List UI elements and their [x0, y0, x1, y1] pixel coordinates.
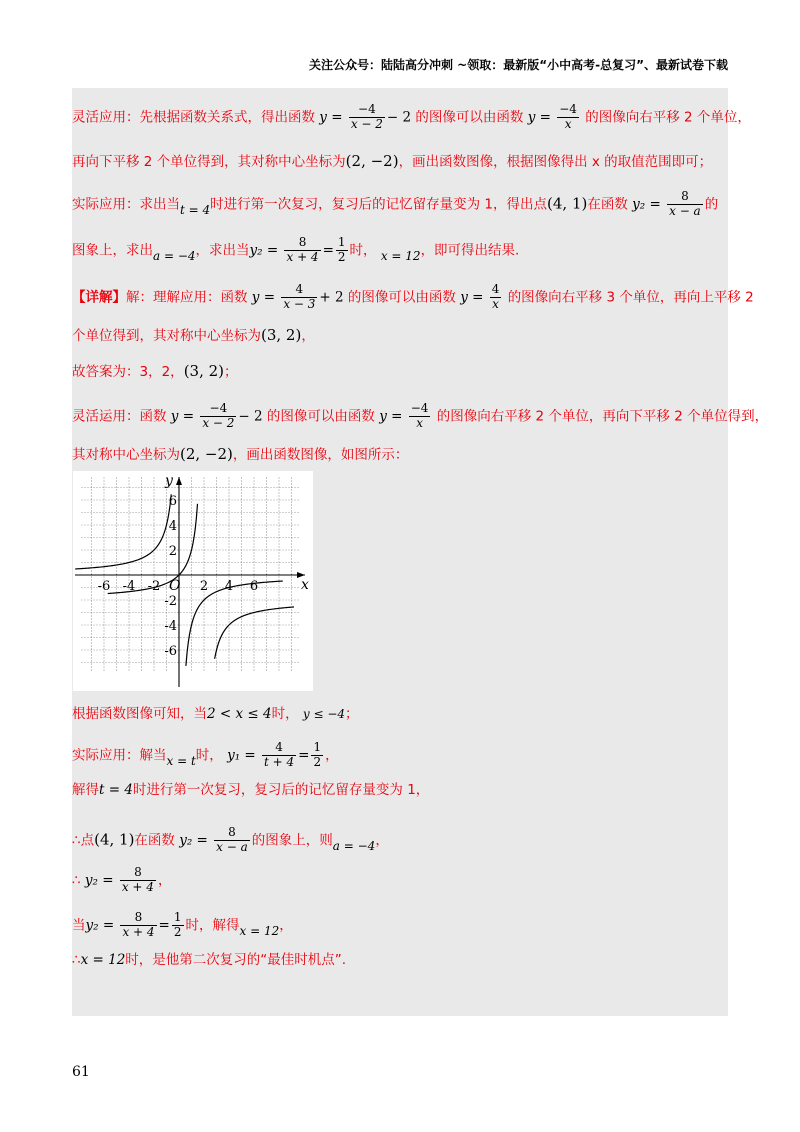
- line-3: [72, 190, 732, 219]
- math: + 2: [319, 289, 344, 306]
- line-2: [72, 150, 732, 173]
- math: =: [158, 917, 170, 934]
- denominator: x − 2: [202, 415, 235, 430]
- numerator: 8: [214, 826, 250, 841]
- denominator: x − 3: [283, 296, 316, 311]
- text: 的图象上，则: [251, 832, 333, 849]
- text: 根据函数图像可知，当: [72, 706, 207, 722]
- text: ，: [157, 872, 172, 889]
- text: ，画出函数图像，如图所示：: [232, 447, 409, 463]
- text: 再向下平移 2 个单位得到，其对称中心坐标为: [72, 154, 346, 170]
- text: 时，: [271, 706, 299, 722]
- denominator: x − a: [669, 203, 701, 218]
- math: (2, −2): [345, 152, 399, 170]
- math: y₂ =: [249, 242, 279, 259]
- math: (4, 1): [94, 830, 135, 849]
- fraction: [120, 911, 156, 940]
- x-tick-label: 6: [249, 579, 259, 594]
- page-number: 61: [72, 1064, 90, 1080]
- line-7: [72, 360, 732, 383]
- text: 实际应用：求出当: [72, 196, 180, 213]
- text: 实际应用：解当: [72, 747, 167, 764]
- math: y ≤ −4: [302, 707, 346, 721]
- text: ；: [345, 706, 359, 722]
- fraction: [490, 283, 502, 312]
- line-11: [72, 741, 732, 770]
- fraction: [311, 741, 323, 770]
- text: 解：理解应用：函数: [126, 289, 248, 306]
- x-tick-label: 4: [224, 579, 234, 594]
- numerator: 4: [281, 283, 317, 298]
- fraction: [214, 826, 250, 855]
- denominator: x − a: [216, 839, 248, 854]
- fraction: [667, 190, 703, 219]
- math: t = 4: [99, 782, 133, 798]
- math: a = −4: [153, 249, 196, 264]
- line-5: [72, 282, 754, 312]
- fraction: [262, 741, 296, 770]
- line-12: [72, 779, 732, 801]
- text: 灵活运用：函数: [72, 408, 167, 425]
- text: 故答案为：3，2，: [72, 364, 184, 380]
- text: 的图像向右平移 2 个单位，再向下平移 2 个单位得到，: [436, 408, 769, 425]
- math: y₂ =: [85, 917, 115, 934]
- curve-shifted-right-branch: [215, 607, 294, 659]
- text: 在函数: [587, 196, 628, 213]
- y-axis-label: y: [165, 473, 173, 489]
- text: 的图像向右平移 2 个单位，: [585, 109, 751, 126]
- math: (3, 2): [183, 362, 225, 380]
- math: =: [298, 747, 310, 764]
- fraction: [172, 911, 184, 940]
- math: y =: [460, 289, 484, 306]
- math: − 2: [386, 109, 412, 126]
- math: 2 < x ≤ 4: [207, 706, 272, 722]
- curve-reference-left-branch: [75, 494, 171, 569]
- fraction: [336, 236, 348, 265]
- math: =: [322, 242, 334, 259]
- math: x = 12: [80, 952, 126, 968]
- x-axis-label: x: [301, 577, 309, 593]
- math: (3, 2): [261, 326, 302, 344]
- text: 时，解得: [185, 917, 240, 934]
- denominator: t + 4: [264, 754, 295, 769]
- text: 的图像可以由函数: [415, 109, 524, 126]
- numerator: 4: [262, 741, 296, 756]
- page-header: 关注公众号：陆陆高分冲刺 ~领取：最新版“小中高考-总复习”、最新试卷下载: [309, 58, 728, 72]
- denominator: 2: [337, 249, 346, 264]
- text: 的图像向右平移 3 个单位，再向上平移 2: [507, 289, 754, 306]
- detail-tag: 【详解】: [72, 289, 126, 306]
- math: (2, −2): [180, 445, 233, 463]
- y-tick-label: 2: [168, 544, 177, 559]
- text: 解得: [72, 782, 99, 798]
- x-tick-label: -2: [147, 579, 161, 594]
- text: ，: [301, 328, 315, 344]
- numerator: 1: [173, 910, 182, 924]
- x-tick-label: 2: [199, 579, 209, 594]
- text: 的图像可以由函数: [347, 289, 456, 306]
- line-8: [72, 401, 769, 431]
- numerator: 1: [313, 740, 322, 754]
- fraction: [200, 402, 236, 431]
- numerator: 8: [120, 911, 156, 926]
- math: y₂ =: [632, 196, 661, 213]
- y-tick-label: 4: [168, 519, 177, 534]
- text: 当: [72, 917, 86, 934]
- text: 时，是他第二次复习的“最佳时机点”.: [125, 952, 347, 968]
- origin-label: O: [169, 578, 181, 594]
- numerator: 8: [667, 190, 703, 205]
- denominator: x + 4: [122, 924, 155, 939]
- fraction: [284, 236, 320, 265]
- text: ，画出函数图像，根据图像得出 x 的取值范围即可；: [398, 154, 713, 170]
- math: y =: [170, 408, 195, 425]
- denominator: x: [492, 296, 499, 311]
- text: ，: [375, 832, 389, 849]
- math: (4, 1): [547, 194, 588, 213]
- text: 的: [704, 196, 719, 213]
- math: x = 12: [380, 249, 421, 264]
- fraction: [349, 103, 385, 132]
- math: y₁ =: [227, 747, 256, 764]
- denominator: x: [416, 415, 423, 430]
- line-9: [72, 443, 732, 466]
- line-13: [72, 826, 732, 855]
- x-tick-label: -6: [97, 579, 111, 594]
- numerator: 8: [120, 866, 156, 881]
- math: y =: [251, 289, 276, 306]
- text: ∴点: [72, 832, 95, 849]
- text: 时，: [195, 747, 223, 764]
- text: 在函数: [134, 832, 175, 849]
- line-15: [72, 911, 732, 940]
- fraction: [409, 402, 431, 431]
- math: − 2: [238, 408, 263, 425]
- text: ，: [325, 747, 339, 764]
- text: 的图像可以由函数: [266, 408, 375, 425]
- y-tick-label: 6: [168, 494, 177, 509]
- denominator: x + 4: [286, 249, 319, 264]
- math: x = 12: [239, 924, 280, 939]
- line-14: [72, 866, 732, 895]
- numerator: −4: [559, 102, 577, 116]
- text: ，即可得出结果.: [420, 242, 520, 259]
- denominator: x + 4: [121, 879, 154, 894]
- text: ，: [279, 917, 293, 934]
- text: 图象上，求出: [72, 242, 153, 259]
- text: 时进行第一次复习，复习后的记忆留存量变为 1，得出点: [210, 196, 548, 213]
- line-6: [72, 324, 732, 347]
- math: t = 4: [180, 203, 211, 218]
- math: y₂ =: [84, 872, 114, 889]
- math: x = t: [166, 754, 196, 769]
- denominator: x: [564, 116, 572, 131]
- math: y₂ =: [179, 832, 208, 849]
- line-10: [72, 703, 732, 725]
- math: y =: [319, 109, 343, 126]
- y-tick-label: -4: [164, 619, 177, 634]
- fraction: [557, 103, 579, 132]
- line-4: [72, 236, 732, 265]
- numerator: −4: [200, 402, 236, 417]
- math: y =: [379, 408, 403, 425]
- text: 时，: [349, 242, 377, 259]
- y-axis-arrow: [176, 477, 182, 485]
- text: 个单位得到，其对称中心坐标为: [72, 328, 261, 344]
- fraction: [120, 866, 156, 895]
- math: a = −4: [332, 839, 376, 854]
- denominator: 2: [313, 754, 322, 769]
- line-16: [72, 949, 732, 971]
- text: ∴: [72, 872, 81, 889]
- x-tick-label: -4: [122, 579, 136, 594]
- y-tick-label: -6: [164, 644, 177, 659]
- numerator: 1: [337, 235, 346, 249]
- math: y =: [527, 109, 551, 126]
- fraction: [281, 283, 317, 312]
- denominator: 2: [173, 924, 182, 939]
- numerator: 4: [491, 282, 500, 296]
- text: ，求出当: [195, 242, 250, 259]
- graph-svg: [73, 471, 313, 691]
- text: ；: [224, 364, 238, 380]
- text: 时进行第一次复习，复习后的记忆留存量变为 1，: [132, 782, 430, 798]
- text: 其对称中心坐标为: [72, 447, 180, 463]
- denominator: x − 2: [350, 116, 383, 131]
- text: 灵活应用：先根据函数关系式，得出函数: [72, 109, 315, 126]
- text: ∴: [72, 952, 81, 968]
- function-graph: [73, 471, 313, 691]
- numerator: −4: [349, 103, 385, 118]
- numerator: −4: [410, 401, 429, 415]
- y-tick-label: -2: [164, 594, 177, 609]
- line-1: [72, 102, 751, 132]
- numerator: 8: [284, 236, 320, 251]
